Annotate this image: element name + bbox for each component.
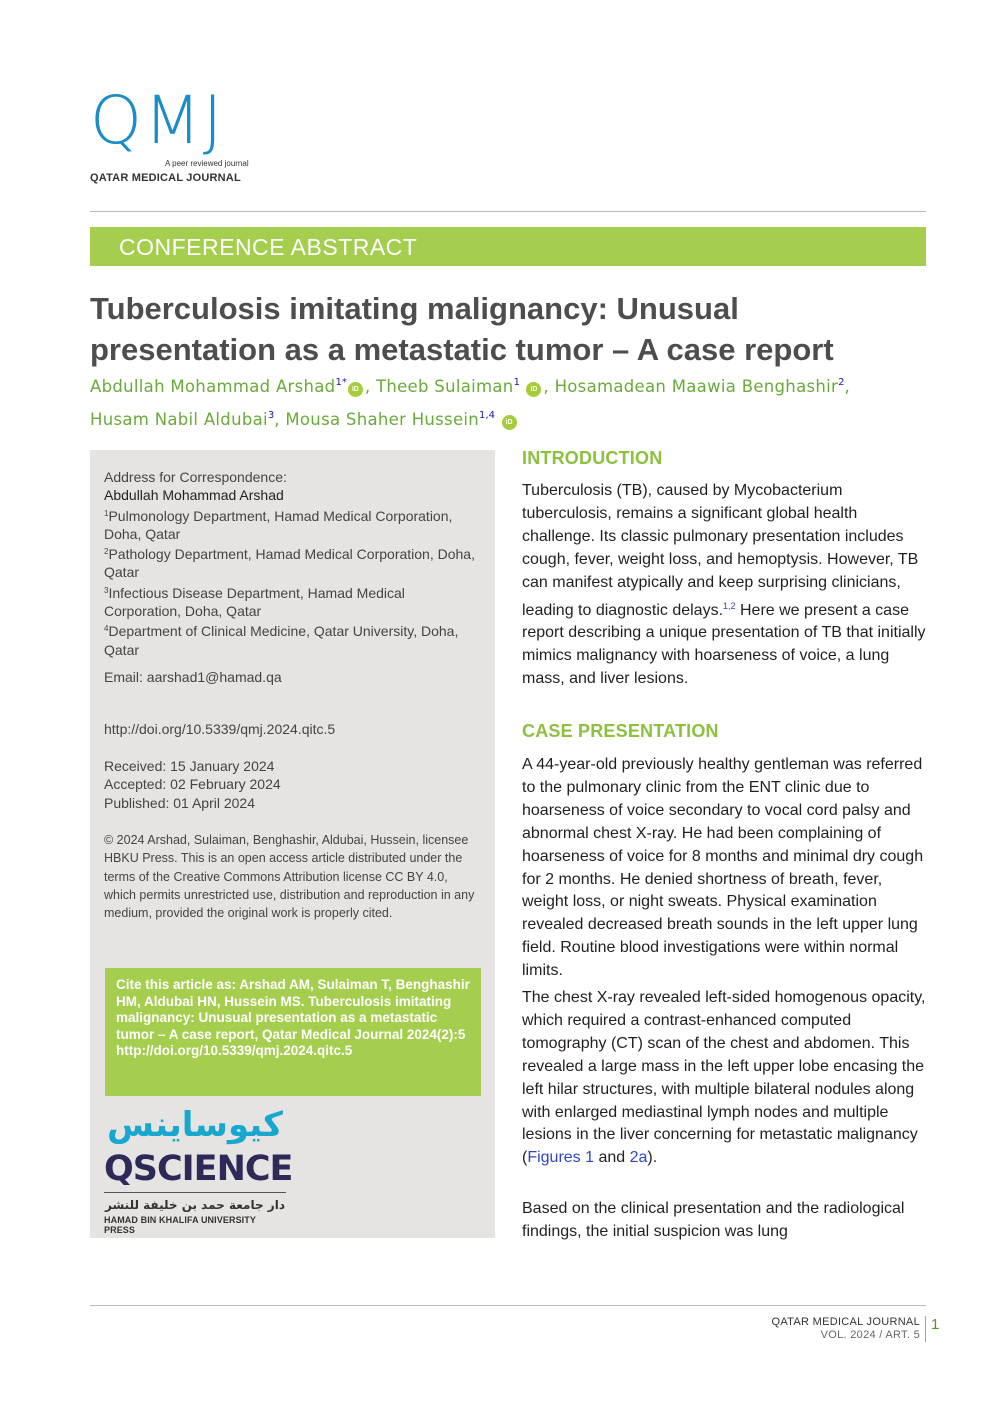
author-name: Theeb Sulaiman <box>375 377 514 396</box>
affiliation-item: $^1$Pulmonology Department, Hamad Medical Corporation, Doha, Qatar <box>104 507 453 542</box>
author-name: Hosamadean Maawia Benghashir <box>554 377 839 396</box>
intro-paragraph: Tuberculosis (TB), caused by Mycobacterium tuberculosis, remains a significant global health challenge. Its classic pulmonary presentation includes cough, fever, weight loss, and hemoptysis. However, TB can manifest atypically and keep surprising clinicians, leading to diagnostic delays.$^{1,2}$ Here we present a case report describing a unique presentation of TB that initially mimics malignancy with hoarseness of voice, a lung mass, and liver lesions. <box>522 482 926 688</box>
reference-link[interactable]: 1,2 <box>723 600 736 611</box>
section-label: CONFERENCE ABSTRACT <box>119 234 418 260</box>
author-affiliation: 1,4 <box>479 410 495 421</box>
cite-box <box>105 968 481 1096</box>
case-paragraph-1: A 44-year-old previously healthy gentleman was referred to the pulmonary clinic from the ENT clinic due to hoarseness of voice secondary to vocal cord palsy and abnormal chest X-ray. He had been complaining of hoarseness of voice for 8 months and minimal dry cough for 2 months. He denied shortness of breath, fever, weight loss, or night sweats. Physical examination revealed decreased breath sounds in the left upper lung field. Routine blood investigations were within normal limits. <box>522 756 924 980</box>
correspondence-name: Abdullah Mohammad Arshad <box>104 487 284 504</box>
qscience-arabic-logo: كيوساينس <box>107 1105 283 1145</box>
received-date: Received: 15 January 2024 <box>104 758 275 774</box>
publisher-name: HAMAD BIN KHALIFA UNIVERSITY PRESS <box>104 1215 256 1235</box>
orcid-icon[interactable]: iD <box>348 382 363 397</box>
correspondence-email[interactable]: Email: aarshad1@hamad.qa <box>104 668 282 685</box>
affiliation-item: $^2$Pathology Department, Hamad Medical Corporation, Doha, Qatar <box>104 546 475 581</box>
intro-heading: INTRODUCTION <box>522 448 663 468</box>
footer-accent-bar <box>925 1316 926 1342</box>
license-text: © 2024 Arshad, Sulaiman, Benghashir, Aldubai, Hussein, licensee HBKU Press. This is an open access article distributed under the terms of the Creative Commons Attribution license CC BY 4.0, which permits unrestricted use, distribution and reproduction in any medium, provided the original work is properly cited. <box>104 833 475 921</box>
author-name: Mousa Shaher Hussein <box>285 410 480 429</box>
affiliation-item: $^3$Infectious Disease Department, Hamad Medical Corporation, Doha, Qatar <box>104 584 405 620</box>
published-date: Published: 01 April 2024 <box>104 794 255 811</box>
page-number: 1 <box>931 1316 940 1333</box>
author-affiliation: 3 <box>267 410 275 421</box>
author-name: Abdullah Mohammad Arshad <box>90 377 336 396</box>
figure-link[interactable]: 2a <box>629 1149 648 1167</box>
footer-divider <box>90 1305 926 1306</box>
correspondence-block <box>104 468 482 686</box>
orcid-icon[interactable]: iD <box>502 415 517 430</box>
author-name: Husam Nabil Aldubai <box>90 410 268 429</box>
header-divider <box>90 211 926 212</box>
article-title <box>90 288 930 370</box>
section-banner <box>90 227 926 266</box>
title-line-2: presentation as a metastatic tumor – A case report <box>90 332 834 367</box>
title-line-1: Tuberculosis imitating malignancy: Unusual <box>90 291 739 326</box>
affiliation-item: $^4$Department of Clinical Medicine, Qatar University, Doha, Qatar <box>104 623 459 658</box>
doi-link[interactable]: http://doi.org/10.5339/qmj.2024.qitc.5 <box>104 721 336 737</box>
cite-text: Cite this article as: Arshad AM, Sulaiman T, Benghashir HM, Aldubai HN, Hussein MS. Tuberculosis imitating malignancy: Unusual presentation as a metastatic tumor – A case report, Qatar Medical Journal 2024(2):5 http://doi.org/10.5339/qmj.2024.qitc.5 <box>116 977 470 1059</box>
publisher-divider <box>104 1192 286 1193</box>
accepted-date: Accepted: 02 February 2024 <box>104 776 281 793</box>
case-paragraph-2: The chest X-ray revealed left-sided homogenous opacity, which required a contrast-enhanced computed tomography (CT) scan of the chest and abdomen. This revealed a large mass in the left upper lobe encasing the left hilar structures, with multiple bilateral nodules along with enlarged mediastinal lymph nodes and multiple lesions in the liver concerning for metastatic malignancy (Figures 1 and 2a). <box>522 989 926 1167</box>
author-affiliation: 1* <box>335 377 347 388</box>
case-heading: CASE PRESENTATION <box>522 721 719 741</box>
orcid-icon[interactable]: iD <box>526 382 541 397</box>
case-paragraph-3: Based on the clinical presentation and the radiological findings, the initial suspicion was lung <box>522 1200 905 1240</box>
journal-name: QATAR MEDICAL JOURNAL <box>90 172 241 184</box>
qscience-logo: QSCIENCE <box>104 1149 293 1189</box>
author-affiliation: 2 <box>838 377 845 388</box>
publication-dates <box>104 757 482 812</box>
footer-volume: VOL. 2024 / ART. 5 <box>820 1329 920 1341</box>
journal-logo: QMJ <box>90 82 225 159</box>
correspondence-label: Address for Correspondence: <box>104 469 287 485</box>
author-list: Abdullah Mohammad Arshad$^{1*}$iD , Theeb Sulaiman$^1$ iD , Hosamadean Maawia Benghashir$^2$, Husam Nabil Aldubai$^3$, Mousa Shaher Hussein$^{1,4}$ iD <box>90 377 851 429</box>
author-affiliation: 1 <box>513 377 520 388</box>
peer-reviewed-tagline: A peer reviewed journal <box>165 159 249 168</box>
figure-link[interactable]: Figures 1 <box>527 1149 595 1167</box>
publisher-arabic-name: دار جامعة حمد بن خليفة للنشر <box>105 1198 285 1212</box>
footer-journal: QATAR MEDICAL JOURNAL <box>771 1316 920 1328</box>
